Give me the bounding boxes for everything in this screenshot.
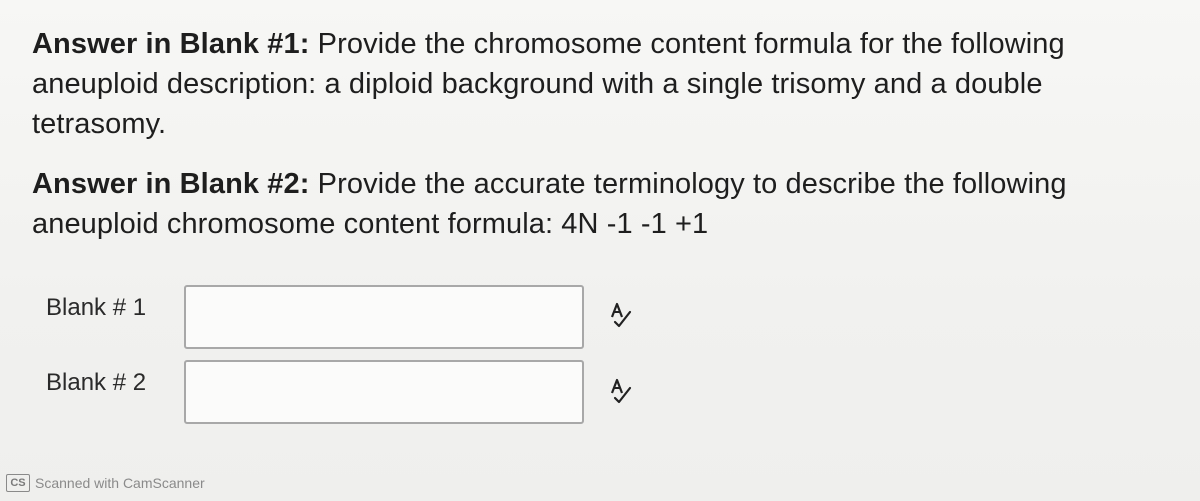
- question-1: [32, 24, 1152, 144]
- blank-1-input[interactable]: [184, 285, 584, 349]
- question-1-text: Provide the chromosome content formula for the following aneuploid description: a diploid background with a single trisomy and a double tetrasomy.: [32, 28, 1065, 140]
- blank-2-input[interactable]: [184, 360, 584, 424]
- blank-1-label: Blank # 1: [46, 294, 147, 321]
- question-1-heading: Answer in Blank #1:: [32, 28, 310, 60]
- watermark-text: Scanned with CamScanner: [35, 475, 205, 491]
- blank-2-label: Blank # 2: [46, 369, 147, 396]
- spellcheck-icon[interactable]: [606, 300, 636, 330]
- question-2-heading: Answer in Blank #2:: [32, 168, 310, 200]
- question-2-text: Provide the accurate terminology to describe the following aneuploid chromosome content formula: 4N -1 -1 +1: [32, 168, 1067, 240]
- question-2: [32, 164, 1152, 244]
- camscanner-logo: CS: [6, 474, 30, 492]
- spellcheck-icon[interactable]: [606, 376, 636, 406]
- camscanner-watermark: [6, 472, 205, 494]
